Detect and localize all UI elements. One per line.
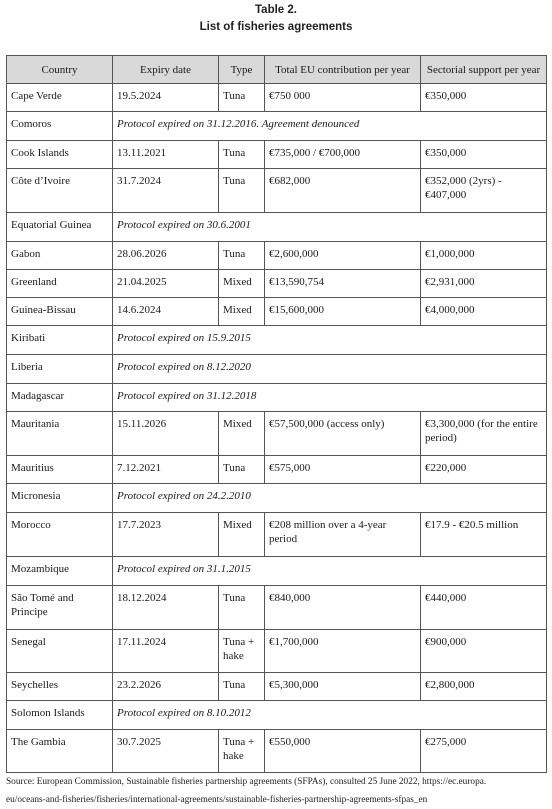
- cell-type: Mixed: [219, 270, 265, 298]
- cell-type: Mixed: [219, 412, 265, 456]
- cell-protocol-status: Protocol expired on 24.2.2010: [113, 484, 547, 513]
- cell-expiry-date: 30.7.2025: [113, 730, 219, 773]
- cell-country: Seychelles: [7, 673, 113, 701]
- table-row: [7, 456, 547, 484]
- cell-sectorial-support: €4,000,000: [421, 298, 547, 326]
- cell-total-eu-contribution: €682,000: [265, 169, 421, 213]
- cell-expiry-date: 13.11.2021: [113, 141, 219, 169]
- cell-total-eu-contribution: €5,300,000: [265, 673, 421, 701]
- cell-country: Cape Verde: [7, 84, 113, 112]
- cell-country: Madagascar: [7, 384, 113, 412]
- cell-protocol-status: Protocol expired on 31.12.2016. Agreement denounced: [113, 112, 547, 141]
- cell-type: Tuna: [219, 242, 265, 270]
- cell-country: Côte d’Ivoire: [7, 169, 113, 213]
- table-row: [7, 213, 547, 242]
- cell-sectorial-support: €2,800,000: [421, 673, 547, 701]
- cell-sectorial-support: €350,000: [421, 84, 547, 112]
- cell-expiry-date: 23.2.2026: [113, 673, 219, 701]
- table-row: [7, 270, 547, 298]
- cell-country: Guinea-Bissau: [7, 298, 113, 326]
- cell-total-eu-contribution: €550,000: [265, 730, 421, 773]
- cell-country: Micronesia: [7, 484, 113, 513]
- table-caption: [0, 2, 552, 36]
- table-row: [7, 384, 547, 412]
- cell-country: Mozambique: [7, 557, 113, 586]
- cell-country: Comoros: [7, 112, 113, 141]
- table-row: [7, 484, 547, 513]
- cell-protocol-status: Protocol expired on 8.12.2020: [113, 355, 547, 384]
- cell-total-eu-contribution: €735,000 / €700,000: [265, 141, 421, 169]
- cell-type: Mixed: [219, 513, 265, 557]
- table-row: [7, 298, 547, 326]
- cell-expiry-date: 15.11.2026: [113, 412, 219, 456]
- cell-sectorial-support: €900,000: [421, 630, 547, 673]
- cell-type: Tuna: [219, 586, 265, 630]
- table-row: [7, 112, 547, 141]
- table-row: [7, 586, 547, 630]
- cell-country: Senegal: [7, 630, 113, 673]
- cell-sectorial-support: €275,000: [421, 730, 547, 773]
- cell-expiry-date: 14.6.2024: [113, 298, 219, 326]
- cell-type: Tuna: [219, 84, 265, 112]
- table-row: [7, 242, 547, 270]
- cell-sectorial-support: €2,931,000: [421, 270, 547, 298]
- cell-total-eu-contribution: €1,700,000: [265, 630, 421, 673]
- cell-sectorial-support: €440,000: [421, 586, 547, 630]
- table-number: Table 2.: [255, 4, 297, 16]
- header-country: Country: [7, 56, 113, 84]
- cell-total-eu-contribution: €750 000: [265, 84, 421, 112]
- cell-protocol-status: Protocol expired on 30.6.2001: [113, 213, 547, 242]
- header-type: Type: [219, 56, 265, 84]
- cell-expiry-date: 18.12.2024: [113, 586, 219, 630]
- cell-expiry-date: 17.7.2023: [113, 513, 219, 557]
- cell-type: Tuna: [219, 169, 265, 213]
- source-line-2: eu/oceans-and-fisheries/fisheries/international-agreements/sustainable-fisheries-partnership-agreements-sfpas_en: [6, 795, 428, 805]
- cell-country: Mauritania: [7, 412, 113, 456]
- table-row: [7, 673, 547, 701]
- cell-total-eu-contribution: €208 million over a 4-year period: [265, 513, 421, 557]
- table-row: [7, 730, 547, 773]
- cell-sectorial-support: €1,000,000: [421, 242, 547, 270]
- cell-type: Tuna + hake: [219, 730, 265, 773]
- cell-country: Kiribati: [7, 326, 113, 355]
- cell-type: Tuna + hake: [219, 630, 265, 673]
- cell-total-eu-contribution: €575,000: [265, 456, 421, 484]
- table-row: [7, 326, 547, 355]
- cell-protocol-status: Protocol expired on 31.12.2018: [113, 384, 547, 412]
- cell-expiry-date: 28.06.2026: [113, 242, 219, 270]
- cell-sectorial-support: €352,000 (2yrs) - €407,000: [421, 169, 547, 213]
- cell-sectorial-support: €17.9 - €20.5 million: [421, 513, 547, 557]
- table-row: [7, 412, 547, 456]
- cell-country: Greenland: [7, 270, 113, 298]
- table-row: [7, 630, 547, 673]
- cell-sectorial-support: €220,000: [421, 456, 547, 484]
- header-sectorial-support: Sectorial support per year: [421, 56, 547, 84]
- table-title: List of fisheries agreements: [199, 21, 353, 33]
- cell-country: Solomon Islands: [7, 701, 113, 730]
- cell-total-eu-contribution: €840,000: [265, 586, 421, 630]
- cell-protocol-status: Protocol expired on 31.1.2015: [113, 557, 547, 586]
- cell-type: Tuna: [219, 141, 265, 169]
- cell-country: São Tomé and Principe: [7, 586, 113, 630]
- table-row: [7, 84, 547, 112]
- cell-total-eu-contribution: €2,600,000: [265, 242, 421, 270]
- table-row: [7, 513, 547, 557]
- cell-sectorial-support: €3,300,000 (for the entire period): [421, 412, 547, 456]
- cell-country: The Gambia: [7, 730, 113, 773]
- cell-country: Equatorial Guinea: [7, 213, 113, 242]
- cell-country: Gabon: [7, 242, 113, 270]
- cell-country: Morocco: [7, 513, 113, 557]
- cell-country: Mauritius: [7, 456, 113, 484]
- fisheries-agreements-table: [6, 55, 547, 773]
- cell-sectorial-support: €350,000: [421, 141, 547, 169]
- header-expiry-date: Expiry date: [113, 56, 219, 84]
- header-row: [7, 56, 547, 84]
- cell-type: Tuna: [219, 673, 265, 701]
- cell-type: Tuna: [219, 456, 265, 484]
- cell-total-eu-contribution: €57,500,000 (access only): [265, 412, 421, 456]
- table-row: [7, 355, 547, 384]
- cell-expiry-date: 21.04.2025: [113, 270, 219, 298]
- table-row: [7, 701, 547, 730]
- table-row: [7, 141, 547, 169]
- source-line-1: Source: European Commission, Sustainable fisheries partnership agreements (SFPAs), consulted 25 June 2022, https://ec.europa.: [6, 777, 487, 787]
- cell-expiry-date: 31.7.2024: [113, 169, 219, 213]
- source-note: [6, 773, 551, 809]
- cell-protocol-status: Protocol expired on 8.10.2012: [113, 701, 547, 730]
- table-row: [7, 557, 547, 586]
- table-row: [7, 169, 547, 213]
- cell-protocol-status: Protocol expired on 15.9.2015: [113, 326, 547, 355]
- cell-total-eu-contribution: €15,600,000: [265, 298, 421, 326]
- cell-country: Liberia: [7, 355, 113, 384]
- cell-expiry-date: 17.11.2024: [113, 630, 219, 673]
- cell-total-eu-contribution: €13,590,754: [265, 270, 421, 298]
- header-total-eu-contribution: Total EU contribution per year: [265, 56, 421, 84]
- cell-expiry-date: 19.5.2024: [113, 84, 219, 112]
- cell-type: Mixed: [219, 298, 265, 326]
- cell-expiry-date: 7.12.2021: [113, 456, 219, 484]
- cell-country: Cook Islands: [7, 141, 113, 169]
